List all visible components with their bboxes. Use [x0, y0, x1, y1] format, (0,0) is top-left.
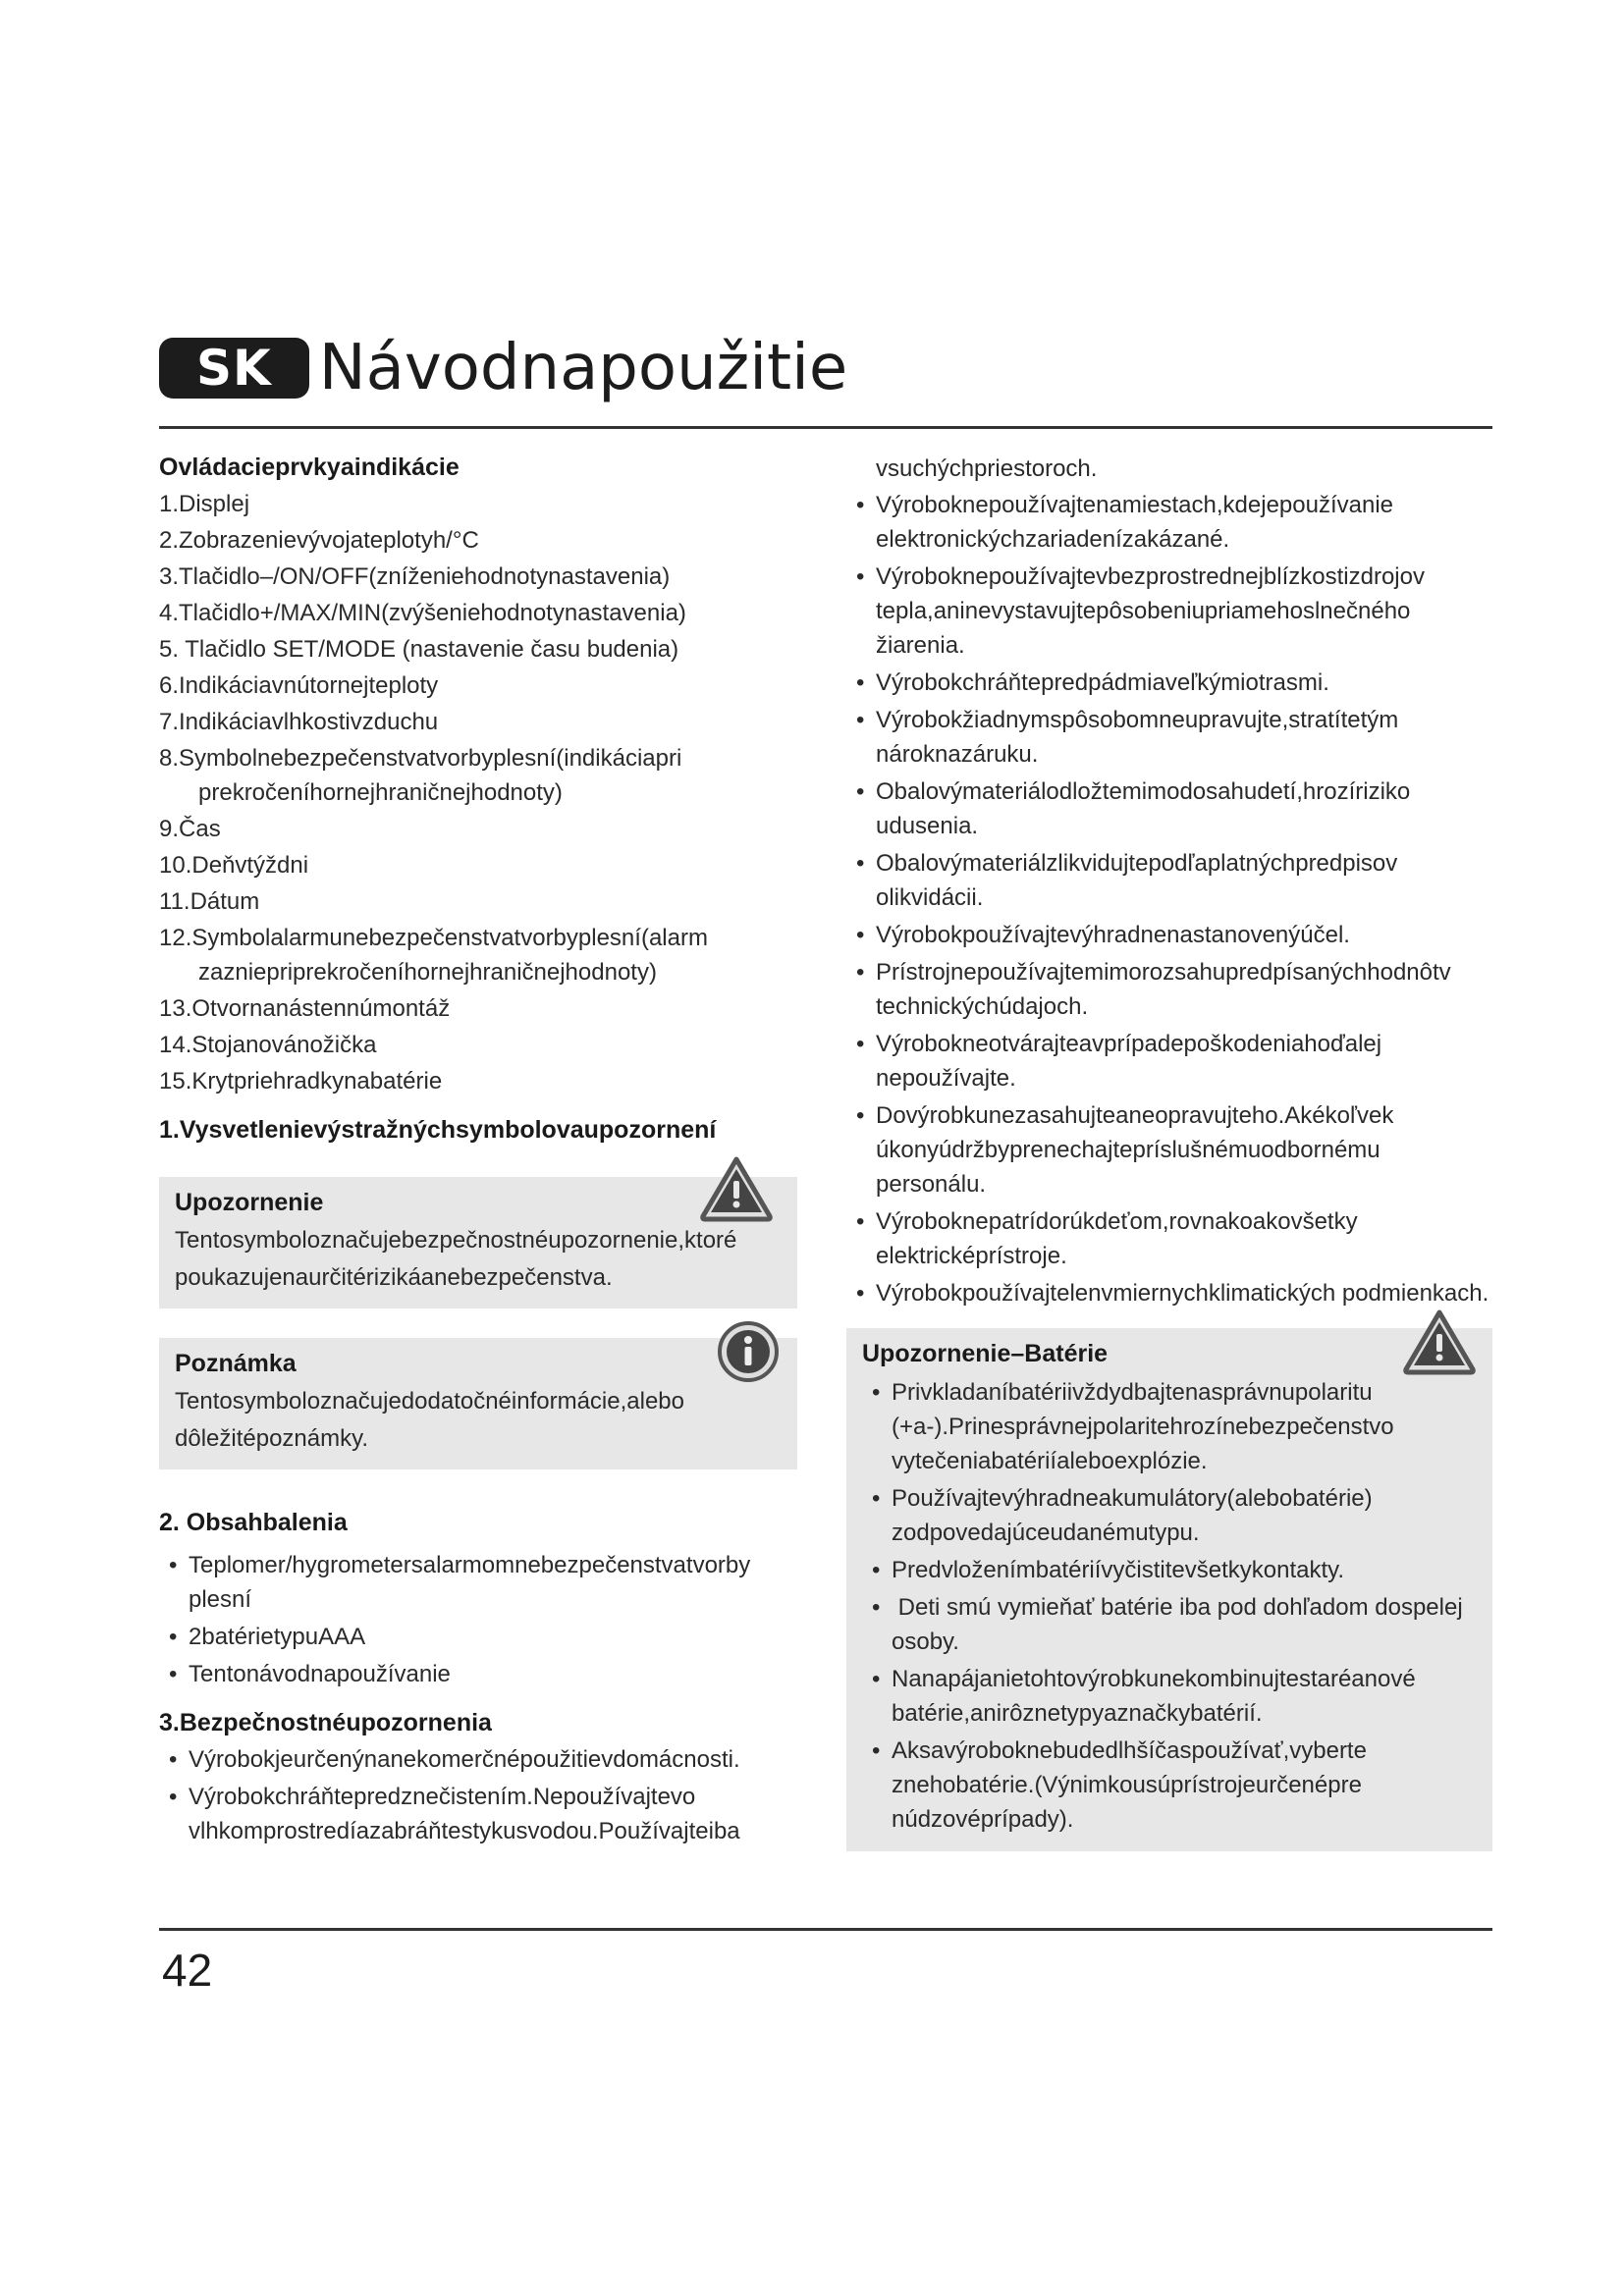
controls-list: [159, 487, 797, 1098]
right-column: [846, 452, 1492, 1851]
list-item: 1.Displej: [159, 491, 250, 517]
note-box: [159, 1338, 797, 1469]
list-item: • Prístrojnepoužívajtemimorozsahupredpísanýchhodnôtv technickýchúdajoch.: [846, 955, 1492, 1024]
list-item: • Výrobokjeurčenýnanekomerčnépoužitievdomácnosti.: [159, 1742, 797, 1777]
list-item: 4.Tlačidlo+/MAX/MIN(zvýšeniehodnotynastavenia): [159, 600, 686, 626]
warning-box-text: Tentosymboloznačujebezpečnostnéupozornenie,ktoré poukazujenaurčitérizikáanebezpečenstva.: [175, 1227, 737, 1291]
list-item: • Výrobokžiadnymspôsobomneupravujte,stratítetým nároknazáruku.: [846, 703, 1492, 772]
list-item: • Aksavýroboknebudedlhšíčaspoužívať,vyberte znehobatérie.(Výnimkousúprístrojeurčenépre núdzovéprípady).: [862, 1734, 1477, 1837]
controls-heading: Ovládacieprvkyaindikácie: [159, 454, 460, 481]
note-box-text: Tentosymboloznačujedodatočnéinformácie,alebo dôležitépoznámky.: [175, 1388, 684, 1452]
list-item: • Výrobokpoužívajtelenvmiernychklimatických podmienkach.: [846, 1276, 1492, 1310]
warning-triangle-icon: [699, 1155, 774, 1222]
list-item: • Obalovýmateriálodložtemimodosahudetí,hrozíriziko udusenia.: [846, 774, 1492, 843]
list-item: • Výrobokn​epoužívajtevbezprostrednejblízkostizdrojov tepla,aninevystavujtepôsobeniupriamehoslnečného žiarenia.: [846, 560, 1492, 663]
list-item: 6.Indikáciavnútornejteploty: [159, 672, 439, 699]
bottom-rule: [159, 1928, 1492, 1931]
list-item: 8.Symbolnebezpečenstvatvorbyplesní(indikáciapri prekročeníhornejhraničnejhodnoty): [159, 745, 682, 806]
list-item: 11.Dátum: [159, 888, 260, 915]
battery-warning-box: [846, 1328, 1492, 1851]
warning-box: [159, 1177, 797, 1308]
continuation-text: vsuchýchpriestoroch.: [876, 455, 1098, 482]
page-header: [159, 332, 847, 404]
list-item: • Deti smú vymieňať batérie iba pod dohľadom dospelej osoby.: [862, 1590, 1477, 1659]
battery-box-title: Upozornenie–Batérie: [862, 1340, 1109, 1367]
battery-list: [862, 1375, 1477, 1837]
list-item: • Výrobokn​epoužívajtenamiestach,kdejepoužívanie elektronickýchzariadenízakázané.: [846, 488, 1492, 557]
list-item: • Tentonávodnapoužívanie: [159, 1657, 797, 1691]
list-item: • Výrobokn​epatrídorúkdeťom,rovnakoakovšetky elektricképrístroje.: [846, 1204, 1492, 1273]
list-item: 5. Tlačidlo SET/MODE (nastavenie času budenia): [159, 636, 679, 663]
list-item: • Výrobokneotvárajteavprípadepoškodeniahoďalej nepoužívajte.: [846, 1027, 1492, 1095]
list-item: • Výrobokpoužívajtevýhradnenastanovenýúčel.: [846, 918, 1492, 952]
warning-triangle-icon: [1402, 1308, 1477, 1375]
safety-list-right: [846, 488, 1492, 1310]
left-column: [159, 450, 797, 1851]
list-item: 7.Indikáciavlhkostivzduchu: [159, 709, 439, 735]
list-item: 14.Stojanovánožička: [159, 1032, 377, 1058]
info-circle-icon: [717, 1320, 780, 1383]
safety-list-left: [159, 1742, 797, 1848]
list-item: 10.Deňvtýždni: [159, 852, 309, 879]
list-item: • Používajtevýhradneakumulátory(alebobatérie) zodpovedajúceudanémutypu.: [862, 1481, 1477, 1550]
list-item: 3.Tlačidlo–/ON/OFF(zníženiehodnotynastavenia): [159, 563, 671, 590]
list-item: • Dovýrobkunezasahujteaneopravujteho.Akékoľvek úkonyúdržbyprenechajtepríslušnémuodbornému personálu.: [846, 1098, 1492, 1201]
language-badge: SK: [159, 338, 309, 399]
section2-heading: 2. Obsahbalenia: [159, 1509, 348, 1536]
list-item: • 2batérietypuAAA: [159, 1620, 797, 1654]
list-item: 15.Krytpriehradkynabatérie: [159, 1068, 443, 1095]
list-item: • Výrobokchráňtepredpádmiaveľkýmiotrasmi.: [846, 666, 1492, 700]
list-item: 12.Symbolalarmunebezpečenstvatvorbyplesní(alarm zazniepriprekročeníhornejhraničnejhodnoty): [159, 925, 708, 986]
list-item: • Obalovýmateriálzlikvidujtepodľaplatnýchpredpisov olikvidácii.: [846, 846, 1492, 915]
page-number: 42: [162, 1945, 213, 1996]
section1-heading: 1.Vysvetlenievýstražnýchsymbolovaupozornení: [159, 1116, 717, 1144]
list-item: • Výrobokchráňtepredznečistením.Nepoužívajtevo vlhkomprostredíazabráňtestykusvodou.Používajteiba: [159, 1780, 797, 1848]
list-item: 13.Otvornanástennúmontáž: [159, 995, 451, 1022]
top-rule: [159, 426, 1492, 429]
document-title: Návodnapoužitie: [318, 332, 848, 404]
list-item: 9.Čas: [159, 816, 221, 842]
list-item: • Privkladaníbatériivždydbajtenasprávnupolaritu (+a-).Prinesprávnejpolaritehrozínebezpečenstvo vytečeniabatériíaleboexplózie.: [862, 1375, 1477, 1478]
list-item: • Predvloženímbatériívyčistitevšetkykontakty.: [862, 1553, 1477, 1587]
list-item: • Nanapájanietohtovýrobkunekombinujtestaréanové batérie,anirôznetypyaznačkybatérií.: [862, 1662, 1477, 1731]
list-item: • Teplomer/hygrometersalarmomnebezpečenstvatvorby plesní: [159, 1548, 797, 1617]
package-contents-list: [159, 1548, 797, 1691]
note-box-title: Poznámka: [175, 1350, 297, 1377]
section3-heading: 3.Bezpečnostnéupozornenia: [159, 1709, 492, 1736]
warning-box-title: Upozornenie: [175, 1189, 324, 1216]
list-item: 2.Zobrazenievývojateplotyh/°C: [159, 527, 479, 554]
